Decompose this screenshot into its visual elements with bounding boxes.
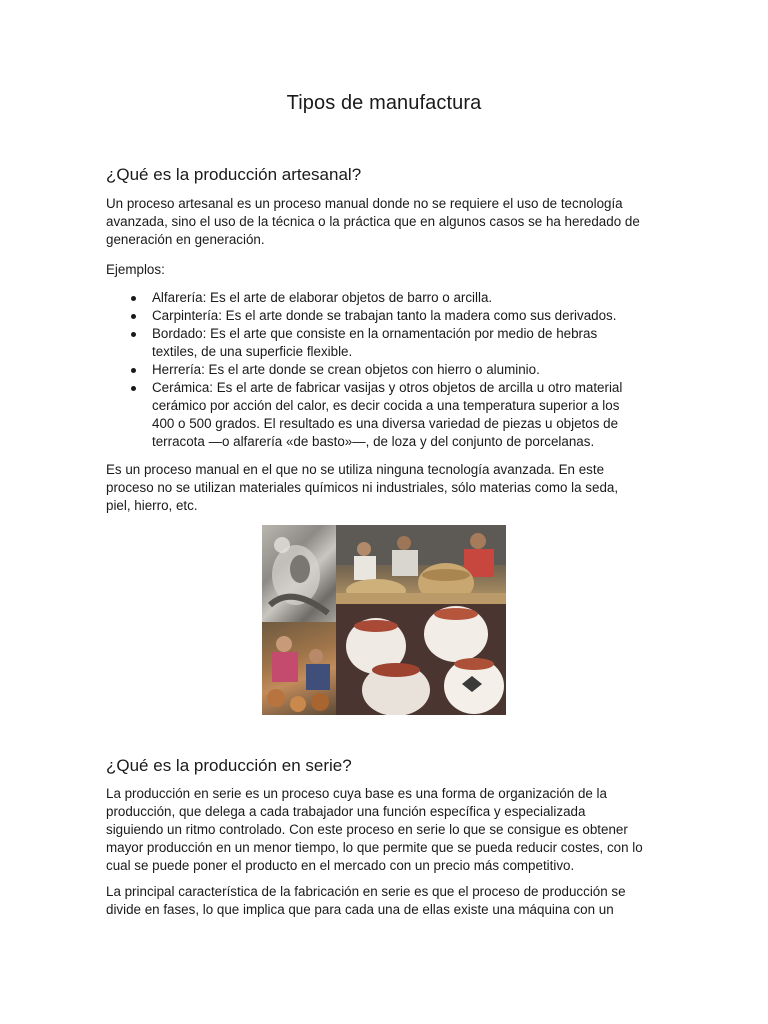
text-line: Bordado: Es el arte que consiste en la ornamentación por medio de hebras: [152, 326, 598, 341]
list-item: [106, 307, 666, 325]
text-line: cerámico por acción del calor, es decir cocida a una temperatura superior a los: [152, 398, 620, 413]
metalwork-photo: [262, 525, 336, 622]
list-item: [106, 361, 666, 379]
document-title: Tipos de manufactura: [286, 92, 482, 114]
list-item: [106, 289, 666, 307]
text-line: avanzada, sino el uso de la técnica o la práctica que en algunos casos se ha heredado de: [106, 214, 640, 229]
text-line: Es un proceso manual en el que no se utiliza ninguna tecnología avanzada. En este: [106, 462, 605, 477]
list-item: [106, 325, 666, 361]
section-heading-serie: ¿Qué es la producción en serie?: [106, 756, 352, 775]
paragraph-artesanal-closing: [106, 461, 666, 515]
text-line: La principal característica de la fabricación en serie es que el proceso de producción se: [106, 884, 626, 899]
bullet-icon: [131, 296, 136, 301]
ceramic-pots-photo: [336, 604, 506, 715]
text-line: Un proceso artesanal es un proceso manual donde no se requiere el uso de tecnología: [106, 196, 623, 211]
basket-weavers-illustration: [336, 525, 506, 604]
list-item: [106, 379, 666, 451]
text-line: Herrería: Es el arte donde se crean objetos con hierro o aluminio.: [152, 362, 540, 377]
text-line: terracota —o alfarería «de basto»—, de loza y del conjunto de porcelanas.: [152, 434, 595, 449]
text-line: mayor producción en un menor tiempo, lo que permite que se pueda reducir costes, con lo: [106, 840, 643, 855]
bullet-icon: [131, 314, 136, 319]
text-line: generación en generación.: [106, 232, 265, 247]
text-line: piel, hierro, etc.: [106, 498, 198, 513]
paragraph-serie-2: [106, 883, 666, 919]
text-line: 400 o 500 grados. El resultado es una diversa variedad de piezas u objetos de: [152, 416, 619, 431]
text-line: producción, que delega a cada trabajador una función específica y especializada: [106, 804, 586, 819]
bullet-icon: [131, 386, 136, 391]
text-line: Carpintería: Es el arte donde se trabajan tanto la madera como sus derivados.: [152, 308, 617, 323]
text-line: cual se puede poner el producto en el mercado con un precio más competitivo.: [106, 858, 575, 873]
section-heading-artesanal: ¿Qué es la producción artesanal?: [106, 165, 362, 184]
text-line: Cerámica: Es el arte de fabricar vasijas y otros objetos de arcilla u otro material: [152, 380, 623, 395]
examples-label: Ejemplos:: [106, 262, 165, 277]
text-line: proceso no se utilizan materiales químicos ni industriales, sólo materias como la seda,: [106, 480, 619, 495]
paragraph-artesanal-intro: [106, 195, 666, 249]
text-line: divide en fases, lo que implica que para cada una de ellas existe una máquina con un: [106, 902, 614, 917]
examples-list: [106, 289, 666, 451]
pottery-market-photo: [262, 622, 336, 715]
ceramic-pots-illustration: [336, 604, 506, 715]
bullet-icon: [131, 332, 136, 337]
paragraph-serie-1: [106, 785, 666, 875]
text-line: Alfarería: Es el arte de elaborar objetos de barro o arcilla.: [152, 290, 493, 305]
basket-weavers-photo: [336, 525, 506, 604]
pottery-market-illustration: [262, 622, 336, 715]
bullet-icon: [131, 368, 136, 373]
text-line: siguiendo un ritmo controlado. Con este proceso en serie lo que se consigue es obtener: [106, 822, 628, 837]
metalwork-illustration: [262, 525, 336, 622]
text-line: textiles, de una superficie flexible.: [152, 344, 353, 359]
text-line: La producción en serie es un proceso cuya base es una forma de organización de la: [106, 786, 607, 801]
handicraft-photo-collage: [262, 525, 506, 715]
